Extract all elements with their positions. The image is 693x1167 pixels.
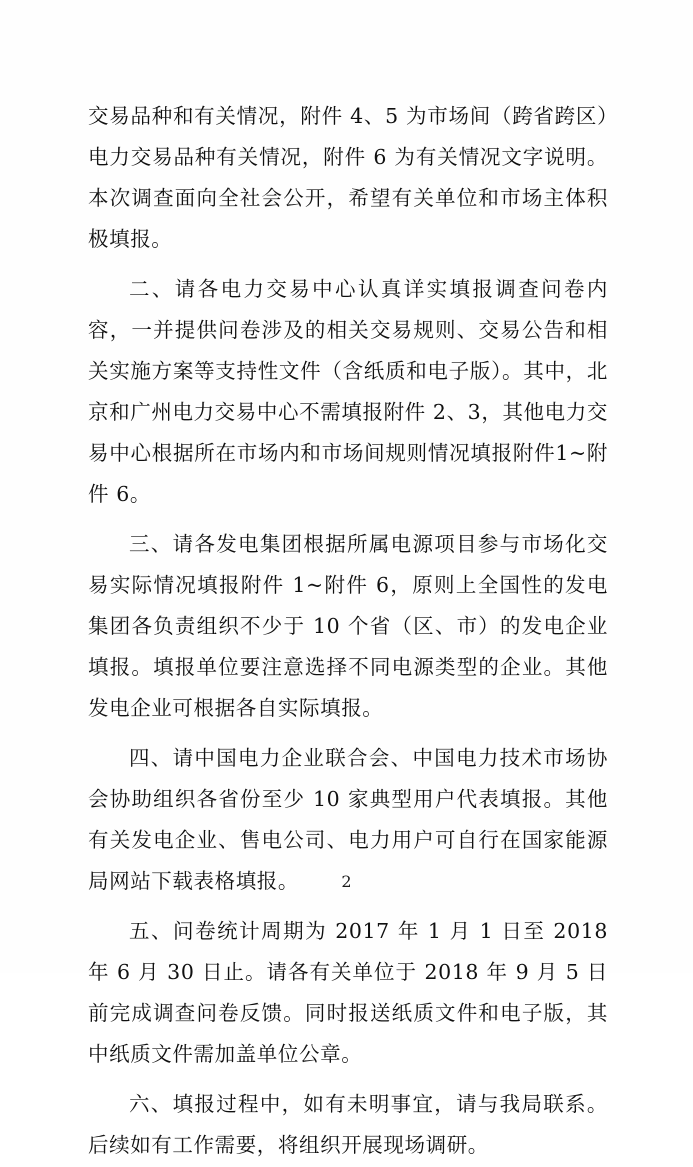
paragraph: 二、请各电力交易中心认真详实填报调查问卷内容，一并提供问卷涉及的相关交易规则、交易公告和相关实施方案等支持性文件（含纸质和电子版）。其中，北京和广州电力交易中心不需填报附件 2、3，其他电力交易中心根据所在市场内和市场间规则情况填报附件1~附件 6。 [88, 277, 608, 506]
paragraph: 四、请中国电力企业联合会、中国电力技术市场协会协助组织各省份至少 10 家典型用户代表填报。其他有关发电企业、售电公司、电力用户可自行在国家能源局网站下载表格填报。 [88, 746, 608, 893]
page-number: 2 [341, 872, 352, 891]
paragraph: 六、填报过程中，如有未明事宜，请与我局联系。后续如有工作需要，将组织开展现场调研。 [88, 1092, 608, 1157]
paragraph: 五、问卷统计周期为 2017 年 1 月 1 日至 2018 年 6 月 30 日止。请各有关单位于 2018 年 9 月 5 日前完成调查问卷反馈。同时报送纸质文件和电子版，其中纸质文件需加盖单位公章。 [88, 919, 608, 1066]
paragraph: 交易品种和有关情况，附件 4、5 为市场间（跨省跨区）电力交易品种有关情况，附件 6 为有关情况文字说明。本次调查面向全社会公开，希望有关单位和市场主体积极填报。 [88, 104, 608, 251]
document-body [88, 96, 608, 1167]
paragraph: 三、请各发电集团根据所属电源项目参与市场化交易实际情况填报附件 1~附件 6，原则上全国性的发电集团各负责组织不少于 10 个省（区、市）的发电企业填报。填报单位要注意选择不同电源类型的企业。其他发电企业可根据各自实际填报。 [88, 532, 608, 720]
